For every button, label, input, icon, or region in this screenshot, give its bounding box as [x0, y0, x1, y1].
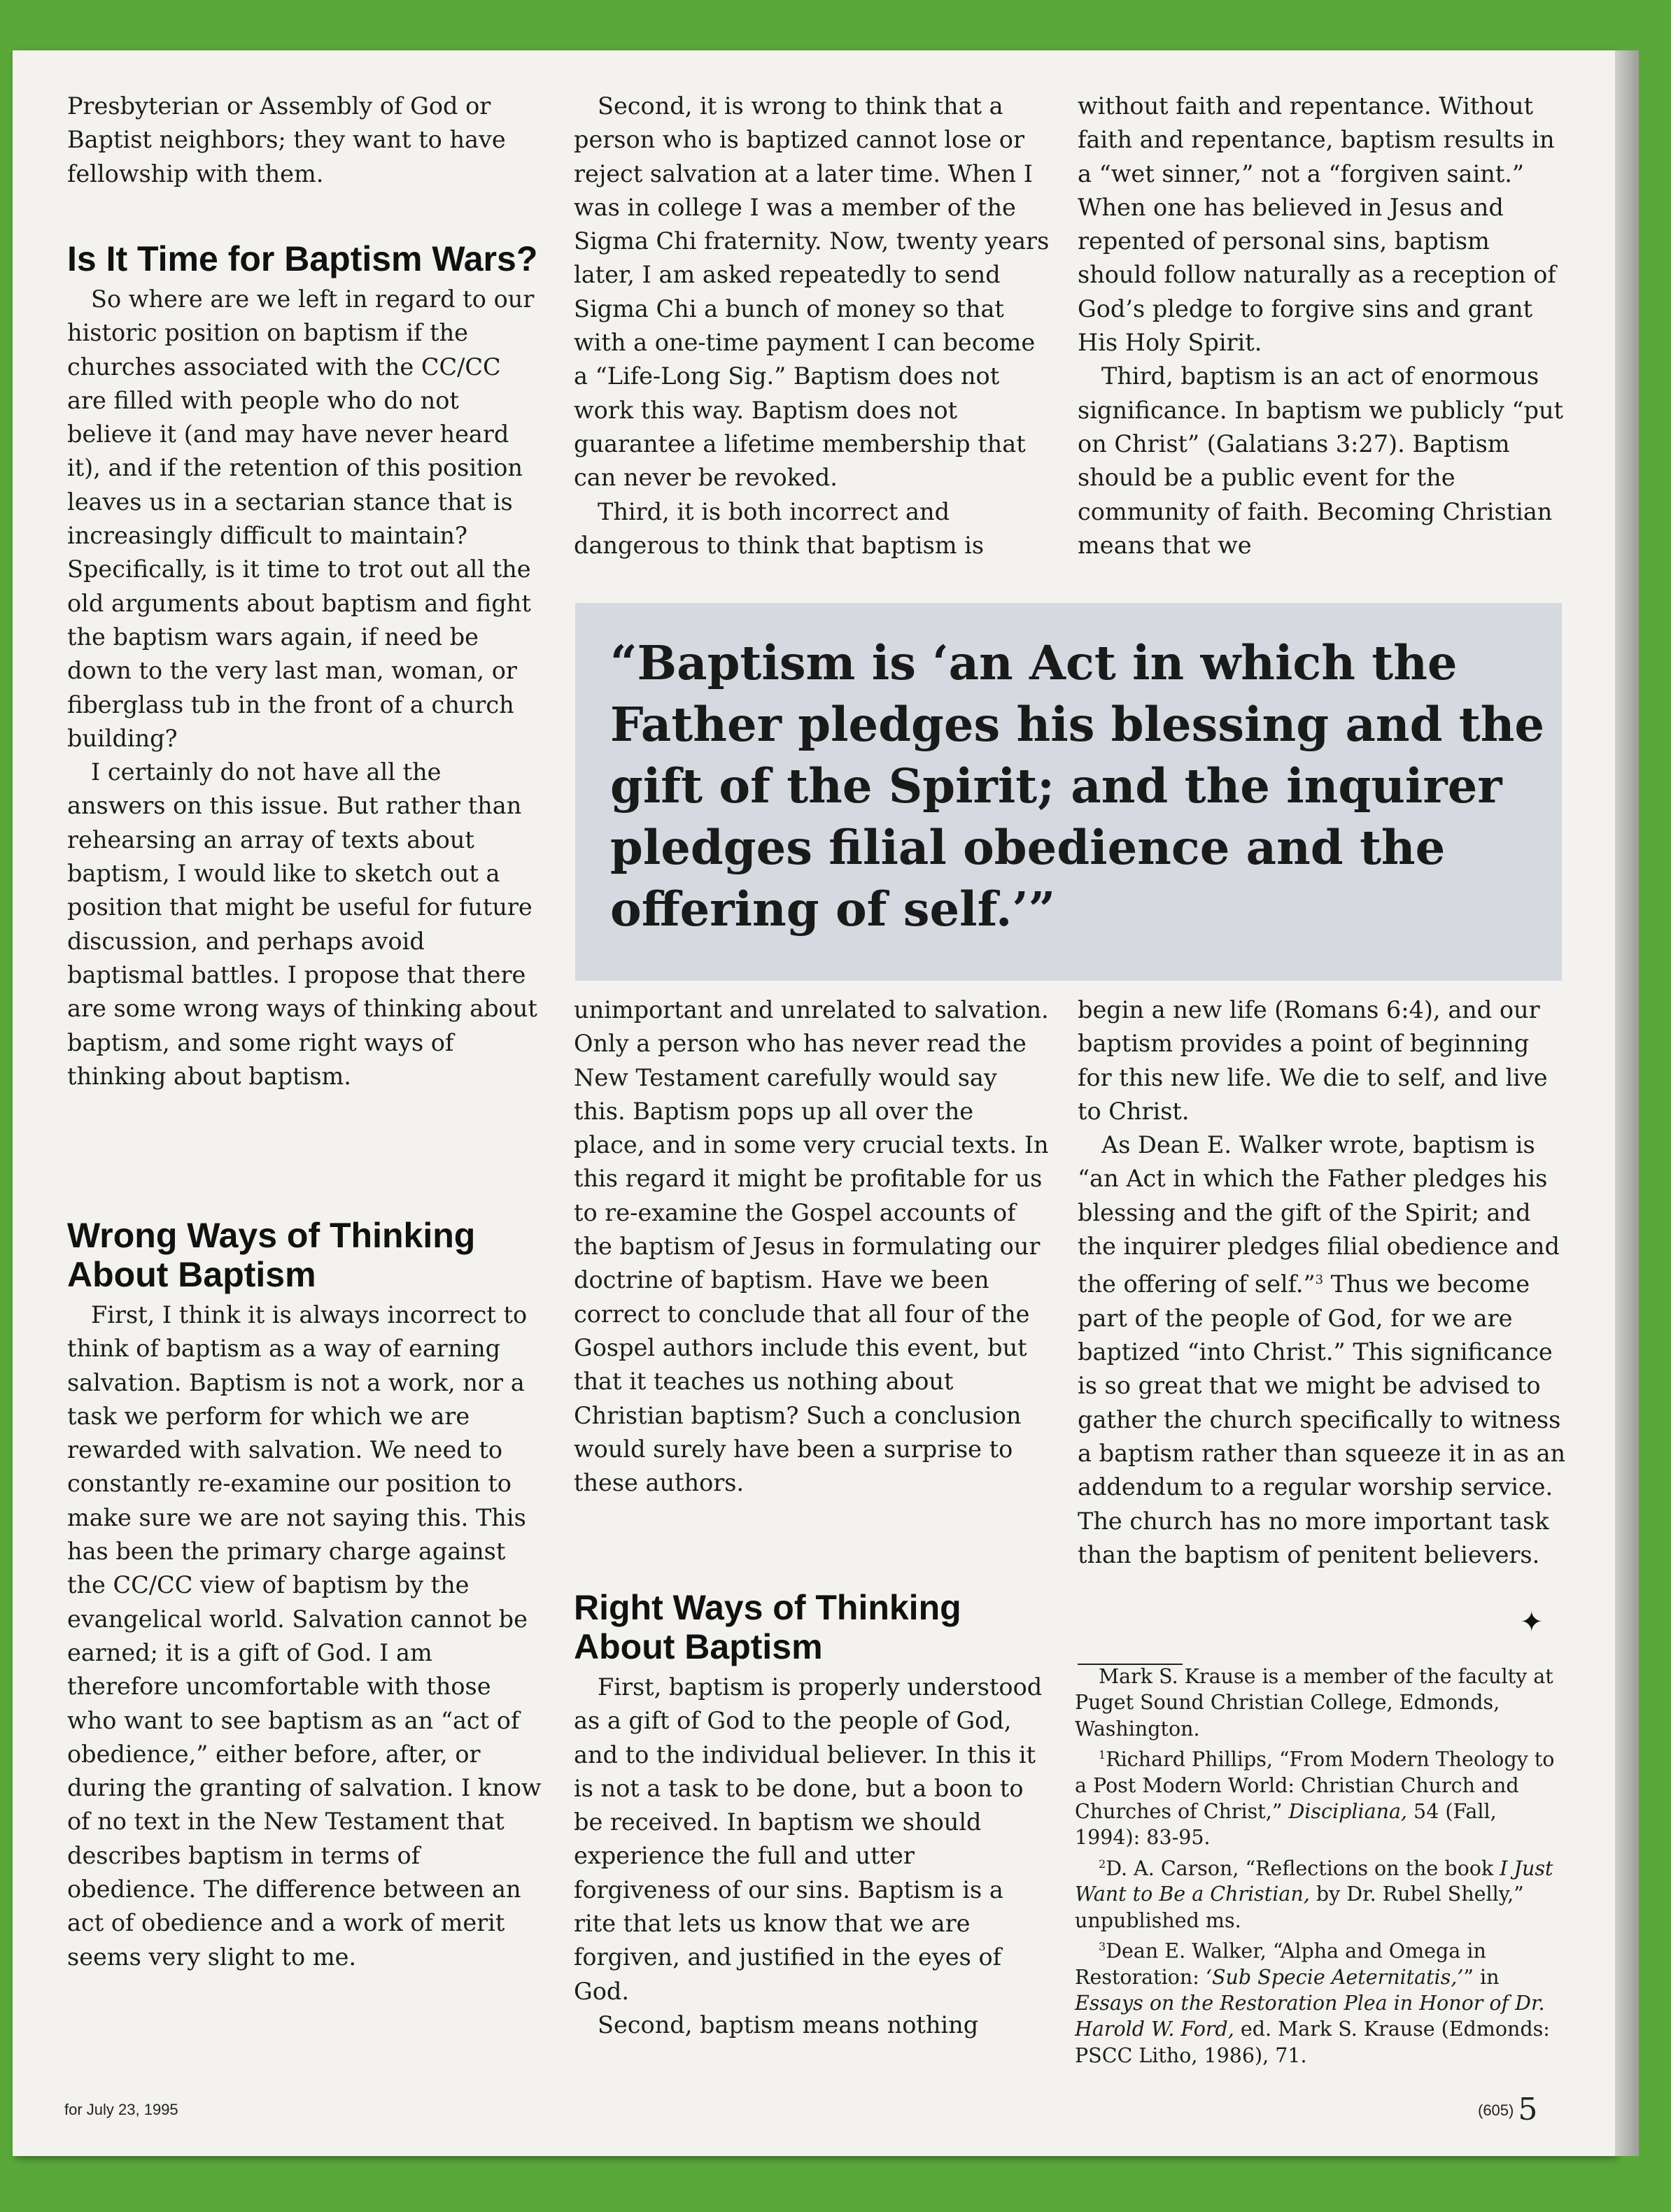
footnote-number: 3	[1099, 1939, 1106, 1953]
footnotes	[1075, 1664, 1565, 2069]
footnote-1	[1075, 1742, 1565, 1851]
paragraph: begin a new life (Romans 6:4), and our baptism provides a point of beginning for this new life. We die to self, and live to Christ.	[1078, 996, 1548, 1125]
column-1-section-1	[67, 239, 543, 1093]
paragraph: Third, it is both incorrect and dangerous to think that baptism is	[574, 497, 985, 559]
author-bio: Mark S. Krause is a member of the faculty at Puget Sound Christian College, Edmonds, Washington.	[1075, 1665, 1553, 1740]
paragraph: Second, it is wrong to think that a person who is baptized cannot lose or reject salvation at a later time. When I was in college I was a member of the Sigma Chi fraternity. Now, twenty years later, I am asked repeatedly to send Sigma Chi a bunch of money so that with a one-time payment I can become a “Life-Long Sig.” Baptism does not work this way. Baptism does not guarantee a lifetime membership that can never be revoked.	[574, 92, 1050, 492]
page-number: 5	[1518, 2092, 1538, 2127]
paragraph: I certainly do not have all the answers on this issue. But rather than rehearsing an array of texts about baptism, I would like to sketch out a position that might be useful for future discussion, and perhaps avoid baptismal battles. I propose that there are some wrong ways of thinking about baptism, and some right ways of thinking about baptism.	[67, 758, 537, 1090]
paragraph: First, baptism is properly understood as a gift of God to the people of God, and to the individual believer. In this it is not a task to be done, but a boon to be received. In baptism we should experience the full and utter forgiveness of our sins. Baptism is a rite that lets us know that we are forgiven, and justified in the eyes of God.	[574, 1673, 1043, 2005]
paragraph: Second, baptism means nothing	[598, 2011, 979, 2039]
footnote-text: Dean E. Walker, “Alpha and Omega in Restoration:	[1075, 1939, 1486, 1989]
footnote-3	[1075, 1934, 1565, 2069]
footnote-text: D. A. Carson, “Reflections on the book	[1106, 1857, 1500, 1880]
pull-quote-text: “Baptism is ‘an Act in which the Father pledges his blessing and the gift of the Spirit; and the inquirer pledges filial obedience and the offering of self.’”	[610, 635, 1545, 937]
footnote-text: by Dr. Rubel Shelly,” unpublished ms.	[1075, 1883, 1524, 1932]
footnote-number: 2	[1099, 1857, 1106, 1871]
pull-quote-box	[575, 603, 1562, 981]
footnote-text: Richard Phillips, “From Modern Theology to a Post Modern World: Christian Church and Churches of Christ,”	[1075, 1747, 1555, 1823]
paragraph	[1078, 1128, 1567, 1572]
paragraph: So where are we left in regard to our historic position on baptism if the churches associated with the CC/CC are filled with people who do not believe it (and may have never heard it), and if the retention of this position leaves us in a sectarian stance that is increasingly difficult to maintain? Specifically, is it time to trot out all the old arguments about baptism and fight the baptism wars again, if need be down to the very last man, woman, or fiberglass tub in the front of a church building?	[67, 285, 535, 752]
paragraph: unimportant and unrelated to salvation. Only a person who has never read the New Testament carefully would say this. Baptism pops up all over the place, and in some very crucial texts. In this regard it might be profitable for us to re-examine the Gospel accounts of the baptism of Jesus in formulating our doctrine of baptism. Have we been correct to conclude that all four of the Gospel authors include this event, but that it teaches us nothing about Christian baptism? Such a conclusion would surely have been a surprise to these authors.	[574, 996, 1049, 1497]
issue-page-number: (605)	[1478, 2101, 1514, 2119]
paragraph-text: Thus we become part of the people of God, for we are baptized “into Christ.” This significance is so great that we might be advised to gather the church specifically to witness a baptism rather than squeeze it in as an addendum to a regular worship service. The church has no more important task than the baptism of penitent believers.	[1078, 1270, 1566, 1568]
footnote-text: 54 (Fall, 1994): 83-95.	[1075, 1799, 1497, 1850]
footnote-2	[1075, 1851, 1565, 1934]
paragraph: Third, baptism is an act of enormous significance. In baptism we publicly “put on Christ” (Galatians 3:27). Baptism should be a public event for the community of faith. Becoming Christian means that we	[1078, 362, 1563, 559]
footnote-italic: ‘Sub Specie Aeternitatis,’	[1205, 1965, 1464, 1989]
end-mark-icon: ✦	[1520, 1606, 1544, 1638]
column-3-bottom	[1078, 993, 1567, 1572]
footnote-text: ed. Mark S. Krause (Edmonds: PSCC Litho, 1986), 71.	[1075, 2018, 1550, 2067]
section-heading: Wrong Ways of Thinking About Baptism	[67, 1216, 476, 1294]
footnote-italic: I Just Want to Be a Christian,	[1075, 1857, 1553, 1906]
paragraph: First, I think it is always incorrect to think of baptism as a way of earning salvation. Baptism is not a work, nor a task we perform for which we are rewarded with salvation. We need to constantly re-examine our position to make sure we are not saying this. This has been the primary charge against the CC/CC view of baptism by the evangelical world. Salvation cannot be earned; it is a gift of God. I am therefore uncomfortable with those who want to see baptism as an “act of obedience,” either before, after, or during the granting of salvation. I know of no text in the New Testament that describes baptism in terms of obedience. The difference between an act of obedience and a work of merit seems very slight to me.	[67, 1301, 542, 1971]
footnote-text: ” in	[1463, 1965, 1500, 1989]
column-1-section-2	[67, 1216, 543, 1974]
column-2-section	[574, 1588, 1050, 2042]
footer-page	[1478, 2092, 1537, 2127]
footnote-ref: 3	[1315, 1272, 1324, 1288]
column-2-bottom	[574, 993, 1050, 1500]
section-heading: Is It Time for Baptism Wars?	[67, 239, 538, 278]
paragraph: Presbyterian or Assembly of God or Baptist neighbors; they want to have fellowship with them.	[67, 92, 506, 187]
footer-date: for July 23, 1995	[64, 2101, 178, 2118]
page-edge	[1615, 50, 1639, 2156]
column-1-top	[67, 90, 543, 191]
paragraph-text: As Dean E. Walker wrote, baptism is “an Act in which the Father pledges his blessing and the gift of the Spirit; and the inquirer pledges filial obedience and the offering of self.”	[1078, 1131, 1560, 1298]
column-3-top	[1078, 90, 1567, 562]
footnote-italic: Essays on the Restoration Plea in Honor of Dr. Harold W. Ford,	[1075, 1992, 1545, 2041]
paragraph: without faith and repentance. Without faith and repentance, baptism results in a “wet sinner,” not a “forgiven saint.” When one has believed in Jesus and repented of personal sins, baptism should follow naturally as a reception of God’s pledge to forgive sins and grant His Holy Spirit.	[1078, 92, 1556, 357]
footnote-italic: Discipliana,	[1288, 1799, 1407, 1823]
section-heading: Right Ways of Thinking About Baptism	[574, 1588, 961, 1666]
column-2-top	[574, 90, 1050, 562]
footnote-number: 1	[1099, 1747, 1106, 1761]
